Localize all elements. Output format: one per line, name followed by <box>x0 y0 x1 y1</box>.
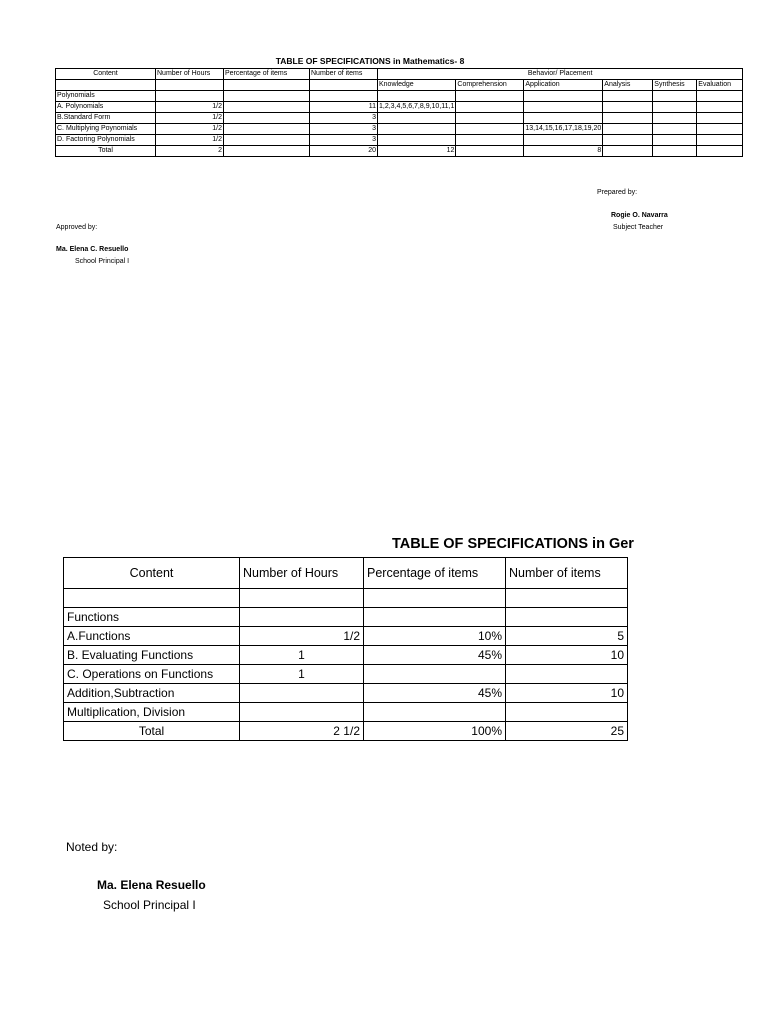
section-label: Polynomials <box>56 91 156 102</box>
col-knowledge: Knowledge <box>378 80 456 91</box>
noted-by-label: Noted by: <box>66 840 118 854</box>
col-content: Content <box>56 69 156 80</box>
table-row <box>56 91 743 102</box>
table-row: D. Factoring Polynomials 1/2 3 <box>56 135 743 146</box>
table-row: Addition,Subtraction 45% 10 <box>64 684 628 703</box>
table-row: C. Multiplying Poynomials 1/2 3 13,14,15,16,17,18,19,20 <box>56 124 743 135</box>
col-percentage: Percentage of items <box>224 69 310 80</box>
col-analysis: Analysis <box>603 80 653 91</box>
approver-title: School Principal I <box>75 258 130 265</box>
tos2-header-row <box>64 558 628 589</box>
tos2-title: TABLE OF SPECIFICATIONS in Ger <box>392 536 634 552</box>
tos2-table <box>63 557 628 741</box>
table-row: A. Polynomials 1/2 11 1,2,3,4,5,6,7,8,9,10,11,1 <box>56 102 743 113</box>
col-content: Content <box>64 558 240 589</box>
noter-title: School Principal I <box>103 898 196 912</box>
table-row: C. Operations on Functions 1 <box>64 665 628 684</box>
col-hours: Number of Hours <box>240 558 364 589</box>
col-application: Application <box>524 80 603 91</box>
col-synthesis: Synthesis <box>653 80 697 91</box>
col-hours: Number of Hours <box>156 69 224 80</box>
tos1-title: TABLE OF SPECIFICATIONS in Mathematics- 8 <box>275 56 465 66</box>
prepared-by-label: Prepared by: <box>597 189 638 196</box>
col-items: Number of items <box>310 69 378 80</box>
tos1-header-row <box>56 69 743 80</box>
table-row: B.Standard Form 1/2 3 <box>56 113 743 124</box>
col-comprehension: Comprehension <box>456 80 524 91</box>
table-row: B. Evaluating Functions 1 45% 10 <box>64 646 628 665</box>
col-percentage: Percentage of items <box>364 558 506 589</box>
col-evaluation: Evaluation <box>697 80 743 91</box>
col-items: Number of items <box>506 558 628 589</box>
noter-name: Ma. Elena Resuello <box>97 878 206 892</box>
tos1-table <box>55 68 743 157</box>
approved-by-label: Approved by: <box>56 224 98 231</box>
preparer-name: Rogie O. Navarra <box>611 212 668 219</box>
table-row: Multiplication, Division <box>64 703 628 722</box>
tos1-subheader-row <box>56 80 743 91</box>
preparer-title: Subject Teacher <box>613 224 664 231</box>
table-row: A.Functions 1/2 10% 5 <box>64 627 628 646</box>
table-row <box>64 608 628 627</box>
total-row: Total 2 20 12 8 <box>56 146 743 157</box>
col-behavior: Behavior/ Placement <box>378 69 743 80</box>
section-label: Functions <box>64 608 240 627</box>
approver-name: Ma. Elena C. Resuello <box>56 246 129 253</box>
total-row: Total 2 1/2 100% 25 <box>64 722 628 741</box>
table-row <box>64 589 628 608</box>
